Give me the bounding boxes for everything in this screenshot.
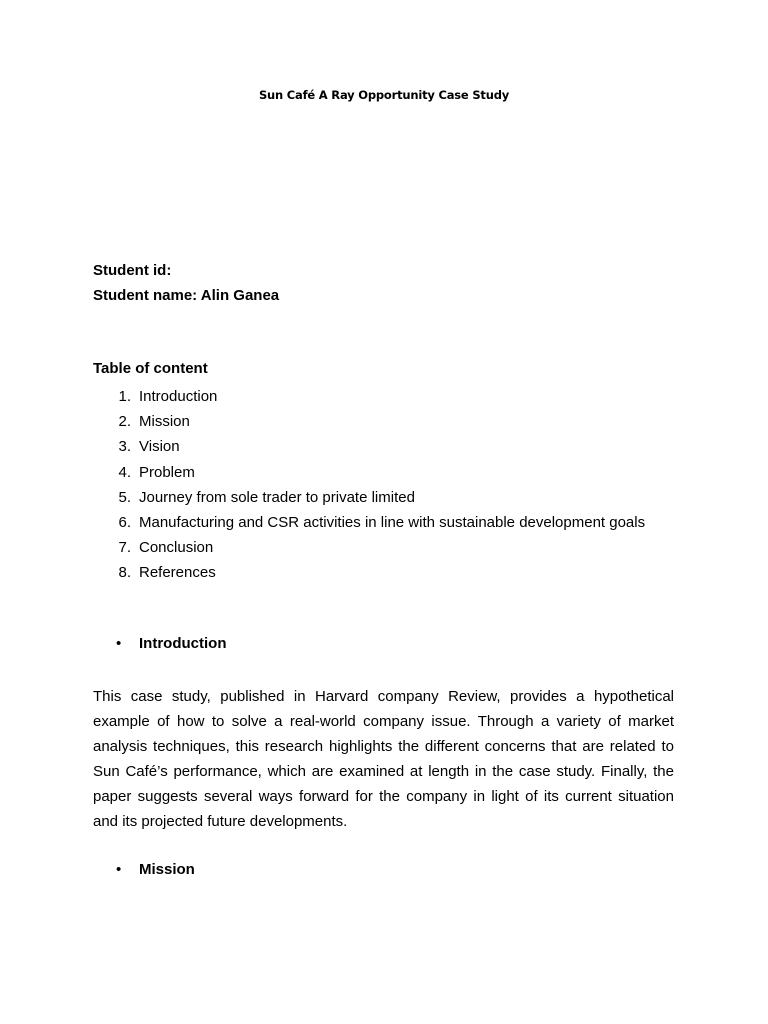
- toc-item: [93, 485, 645, 510]
- bullet-icon: •: [116, 861, 122, 878]
- section-heading-label: Introduction: [139, 635, 227, 652]
- toc-item-number: 6 .: [115, 510, 131, 535]
- toc-item-number: 7 .: [115, 535, 131, 560]
- toc-item-label: Introduction: [139, 388, 218, 405]
- toc-list: [93, 384, 645, 586]
- toc-item-label: Conclusion: [139, 539, 214, 557]
- student-info: [93, 258, 279, 308]
- toc-item: [93, 560, 645, 585]
- toc-heading: Table of content: [93, 360, 208, 377]
- toc-item: [93, 434, 645, 459]
- introduction-paragraph: This case study, published in Harvard company Review, provides a hypothetical example of how to solve a real-world company issue. Through a variety of market analysis techniques, this research highlights the different concerns that are related to Sun Café’s performance, which are examined at length in the case study. Finally, the paper suggests several ways forward for the company in light of its current situation and its projected future developments.: [93, 688, 674, 831]
- toc-item: [93, 384, 645, 409]
- toc-item-number: 1 .: [115, 384, 131, 409]
- toc-item-number: 5 .: [115, 485, 131, 510]
- toc-item-number: 3 .: [115, 434, 131, 459]
- toc-item-label: Vision: [139, 438, 180, 456]
- toc-item-number: 2 .: [115, 409, 131, 434]
- bullet-icon: •: [116, 635, 122, 652]
- toc-item-label: Problem: [139, 463, 195, 481]
- toc-item: [93, 409, 645, 434]
- student-name-label: Student name: Alin Ganea: [93, 287, 280, 304]
- student-id-label: Student id:: [93, 262, 172, 279]
- toc-item-label: Manufacturing and CSR activities in line with sustainable development goals: [139, 514, 646, 532]
- section-heading-label: Mission: [139, 861, 195, 878]
- section-heading-mission: [93, 860, 195, 880]
- toc-item-label: Journey from sole trader to private limited: [139, 488, 415, 506]
- toc-item-number: 8 .: [115, 560, 131, 585]
- document-title: Sun Café A Ray Opportunity Case Study: [258, 88, 510, 102]
- toc-item: [93, 460, 645, 485]
- toc-item-number: 4 .: [115, 460, 131, 485]
- toc-item-label: References: [139, 564, 216, 582]
- toc-item: [93, 535, 645, 560]
- toc-item-label: Mission: [139, 413, 190, 431]
- section-heading-introduction: [93, 634, 226, 654]
- toc-item: [93, 510, 645, 535]
